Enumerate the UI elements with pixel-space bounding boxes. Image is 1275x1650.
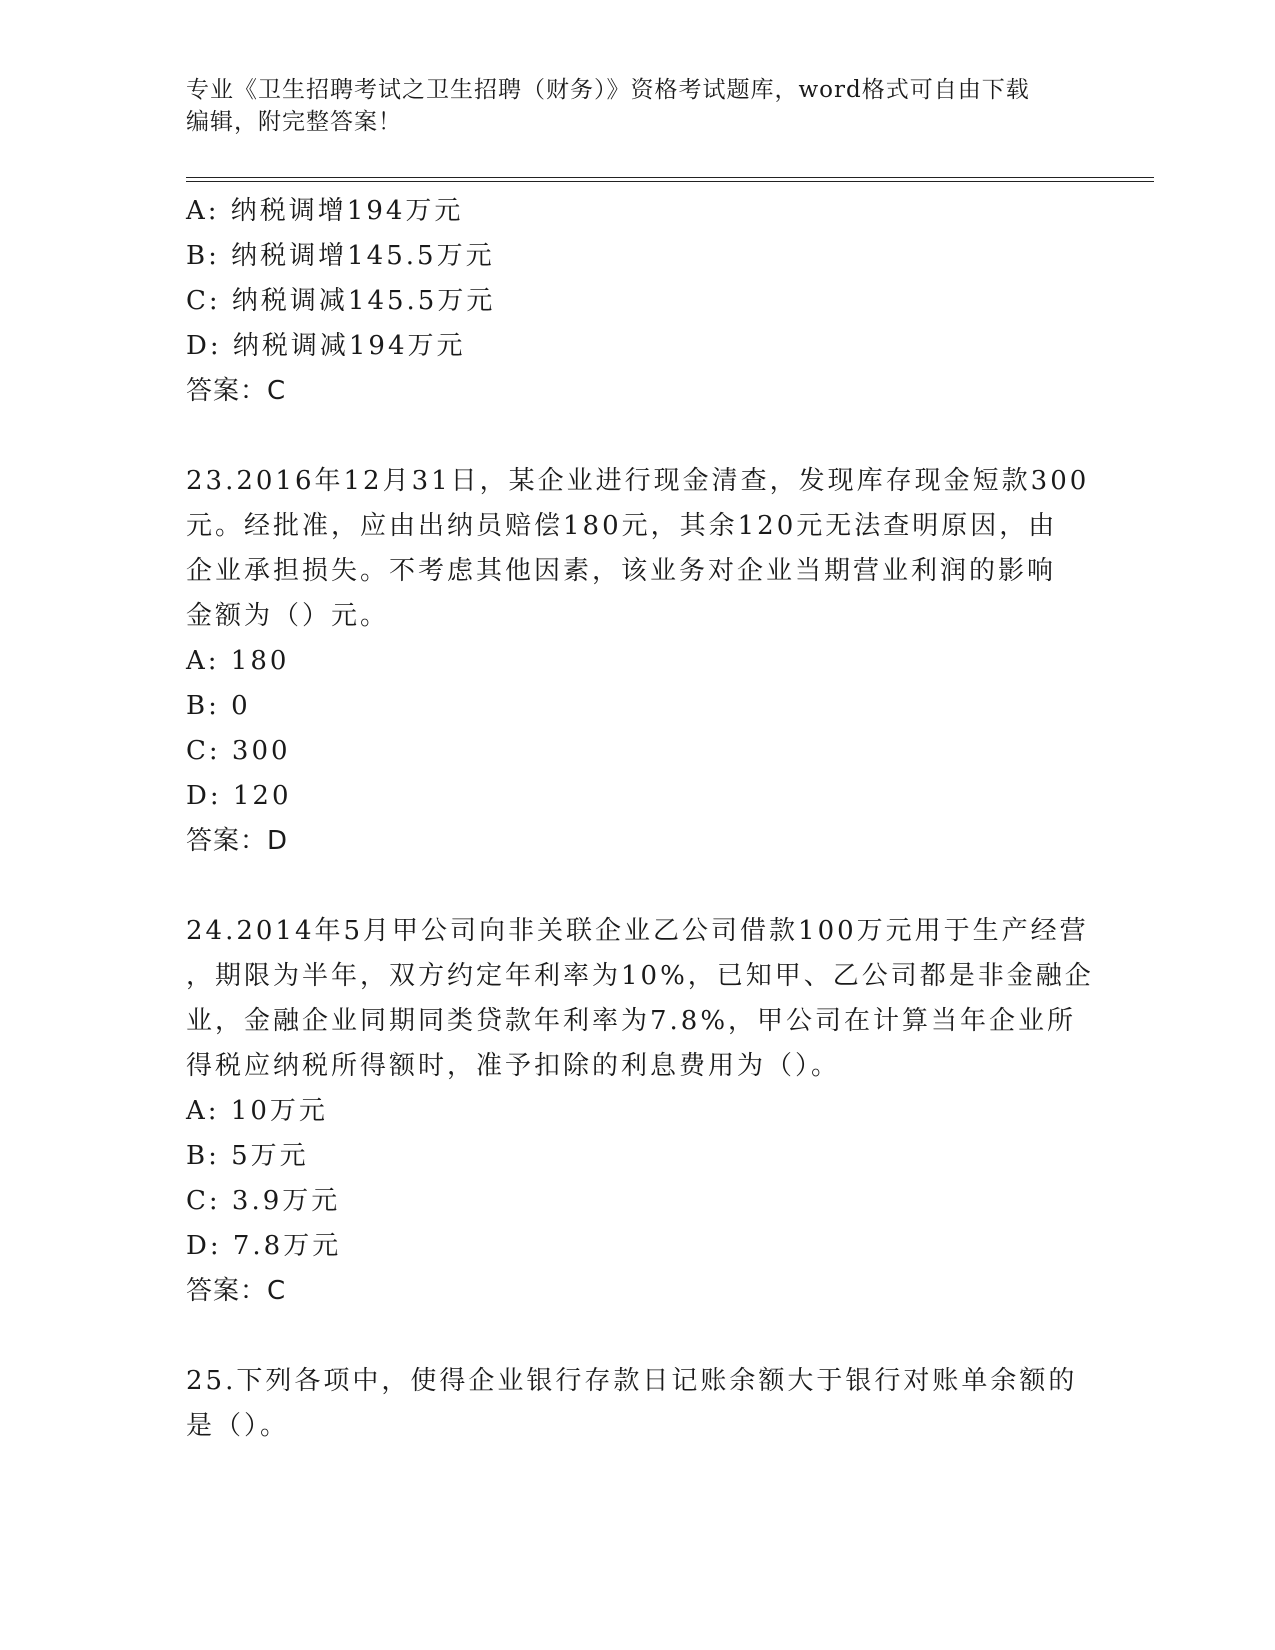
option-a: A: 纳税调增194万元: [186, 196, 464, 226]
spacer: [186, 414, 1086, 459]
option-c: C: 3.9万元: [186, 1186, 341, 1216]
option-d: D: 纳税调减194万元: [186, 331, 466, 361]
question-23: [186, 459, 1090, 864]
header-divider-top: [186, 177, 1154, 178]
option-a: A: 10万元: [186, 1096, 328, 1126]
question-stem-line: 是（）。: [186, 1411, 290, 1441]
question-stem-line: 25.下列各项中，使得企业银行存款日记账余额大于银行对账单余额的: [186, 1366, 1078, 1396]
question-stem-line: 得税应纳税所得额时，准予扣除的利息费用为（）。: [186, 1051, 841, 1081]
header-line-2: 编辑，附完整答案！: [186, 109, 402, 135]
option-d: D: 7.8万元: [186, 1231, 342, 1261]
option-b: B: 5万元: [186, 1141, 309, 1171]
page-header: [186, 74, 1066, 138]
spacer: [186, 864, 1086, 909]
option-c: C: 纳税调减145.5万元: [186, 286, 496, 316]
answer-label: 答案：C: [186, 1276, 287, 1306]
question-stem-line: 23.2016年12月31日，某企业进行现金清查，发现库存现金短款300: [186, 466, 1090, 496]
question-stem-line: 业，金融企业同期同类贷款年利率为7.8%，甲公司在计算当年企业所: [186, 1006, 1077, 1036]
option-c: C: 300: [186, 736, 291, 766]
answer-label: 答案：D: [186, 826, 289, 856]
option-b: B: 0: [186, 691, 251, 721]
option-b: B: 纳税调增145.5万元: [186, 241, 495, 271]
document-body: [186, 189, 1094, 1449]
question-stem-line: ，期限为半年，双方约定年利率为10%，已知甲、乙公司都是非金融企: [186, 961, 1094, 991]
spacer: [186, 1314, 1086, 1359]
question-stem-line: 元。经批准，应由出纳员赔偿180元，其余120元无法查明原因，由: [186, 511, 1058, 541]
option-d: D: 120: [186, 781, 292, 811]
answer-label: 答案：C: [186, 376, 287, 406]
question-stem-line: 金额为（）元。: [186, 601, 390, 631]
question-stem-line: 24.2014年5月甲公司向非关联企业乙公司借款100万元用于生产经营: [186, 916, 1089, 946]
option-a: A: 180: [186, 646, 290, 676]
question-stem-line: 企业承担损失。不考虑其他因素，该业务对企业当期营业利润的影响: [186, 556, 1057, 586]
header-divider-bottom: [186, 181, 1154, 182]
question-22: [186, 189, 1086, 414]
header-line-1: 专业《卫生招聘考试之卫生招聘（财务）》资格考试题库，word格式可自由下载: [186, 77, 1030, 103]
question-24: [186, 909, 1094, 1314]
question-25: [186, 1359, 1086, 1449]
